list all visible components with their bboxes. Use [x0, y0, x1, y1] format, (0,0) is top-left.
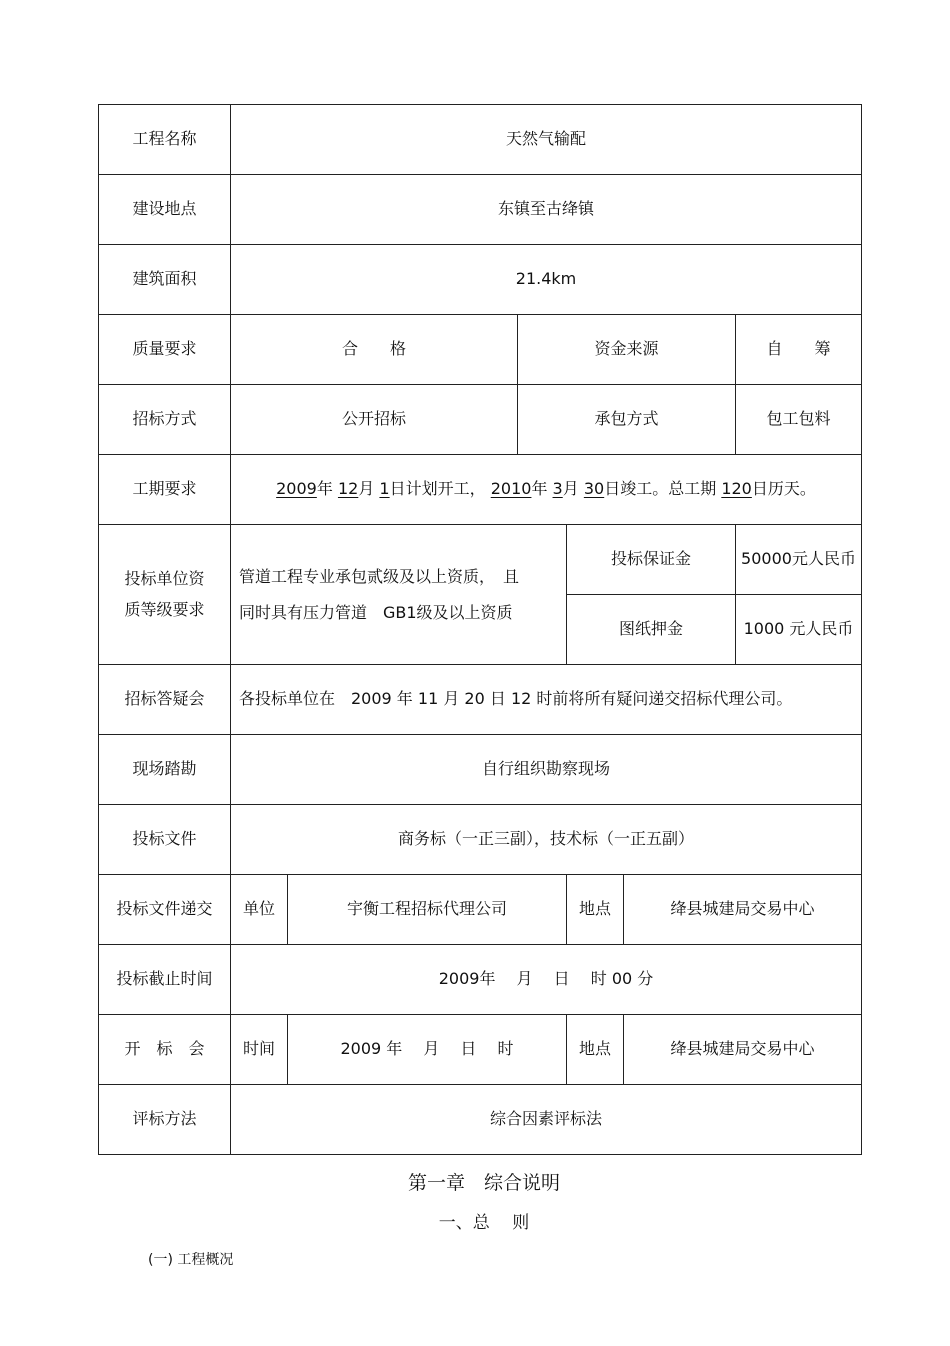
label-opening-place: 地点	[567, 1015, 624, 1085]
value-submission-unit: 宇衡工程招标代理公司	[288, 875, 567, 945]
value-qa-meeting: 各投标单位在 2009 年 11 月 20 日 12 时前将所有疑问递交招标代理公司。	[231, 665, 862, 735]
subsection-title: (一) 工程概况	[148, 1252, 234, 1268]
row-qa-meeting	[99, 665, 862, 735]
value-bid-docs: 商务标（一正三副），技术标（一正五副）	[231, 805, 862, 875]
label-submission-unit: 单位	[231, 875, 288, 945]
label-submission-place: 地点	[567, 875, 624, 945]
value-funding: 自 筹	[736, 315, 862, 385]
label-quality: 质量要求	[99, 315, 231, 385]
value-submission-place: 绛县城建局交易中心	[624, 875, 862, 945]
row-qualification-1	[99, 525, 862, 595]
label-deadline: 投标截止时间	[99, 945, 231, 1015]
value-schedule: 2009年 12月 1日计划开工， 2010年 3月 30日竣工。总工期 120日历天。	[231, 455, 862, 525]
label-area: 建筑面积	[99, 245, 231, 315]
section-title: 一、总 则	[438, 1213, 530, 1233]
start-month: 12	[337, 479, 359, 499]
start-day: 1	[379, 479, 390, 499]
end-day: 30	[583, 479, 605, 499]
row-bid-docs	[99, 805, 862, 875]
value-site-visit: 自行组织勘察现场	[231, 735, 862, 805]
label-project-name: 工程名称	[99, 105, 231, 175]
label-drawing-deposit: 图纸押金	[567, 595, 736, 665]
label-tender-method: 招标方式	[99, 385, 231, 455]
label-location: 建设地点	[99, 175, 231, 245]
label-site-visit: 现场踏勘	[99, 735, 231, 805]
row-submission	[99, 875, 862, 945]
row-opening	[99, 1015, 862, 1085]
label-schedule: 工期要求	[99, 455, 231, 525]
label-bid-deposit: 投标保证金	[567, 525, 736, 595]
label-evaluation: 评标方法	[99, 1085, 231, 1155]
value-location: 东镇至古绛镇	[231, 175, 862, 245]
start-year: 2009	[276, 479, 317, 499]
value-qualification: 管道工程专业承包贰级及以上资质， 且 同时具有压力管道 GB1级及以上资质	[231, 525, 567, 665]
row-location	[99, 175, 862, 245]
value-contract-method: 包工包料	[736, 385, 862, 455]
end-year: 2010	[490, 479, 532, 499]
row-site-visit	[99, 735, 862, 805]
value-area: 21.4km	[231, 245, 862, 315]
row-quality	[99, 315, 862, 385]
row-evaluation	[99, 1085, 862, 1155]
row-schedule	[99, 455, 862, 525]
value-project-name: 天然气输配	[231, 105, 862, 175]
value-bid-deposit: 50000元人民币	[736, 525, 862, 595]
row-area	[99, 245, 862, 315]
value-opening-time: 2009 年 月 日 时	[288, 1015, 567, 1085]
row-project-name	[99, 105, 862, 175]
label-opening-time: 时间	[231, 1015, 288, 1085]
value-drawing-deposit: 1000 元人民币	[736, 595, 862, 665]
label-submission: 投标文件递交	[99, 875, 231, 945]
value-tender-method: 公开招标	[231, 385, 518, 455]
total-days: 120	[721, 479, 752, 499]
tender-info-table	[98, 104, 862, 1155]
chapter-title: 第一章 综合说明	[407, 1172, 560, 1194]
end-month: 3	[552, 479, 563, 499]
value-deadline: 2009年 月 日 时 00 分	[231, 945, 862, 1015]
value-quality: 合 格	[231, 315, 518, 385]
label-qualification: 投标单位资 质等级要求	[99, 525, 231, 665]
label-qa-meeting: 招标答疑会	[99, 665, 231, 735]
label-funding: 资金来源	[518, 315, 736, 385]
value-opening-place: 绛县城建局交易中心	[624, 1015, 862, 1085]
label-contract-method: 承包方式	[518, 385, 736, 455]
label-bid-docs: 投标文件	[99, 805, 231, 875]
label-opening: 开 标 会	[99, 1015, 231, 1085]
value-evaluation: 综合因素评标法	[231, 1085, 862, 1155]
row-deadline	[99, 945, 862, 1015]
row-tender-method	[99, 385, 862, 455]
